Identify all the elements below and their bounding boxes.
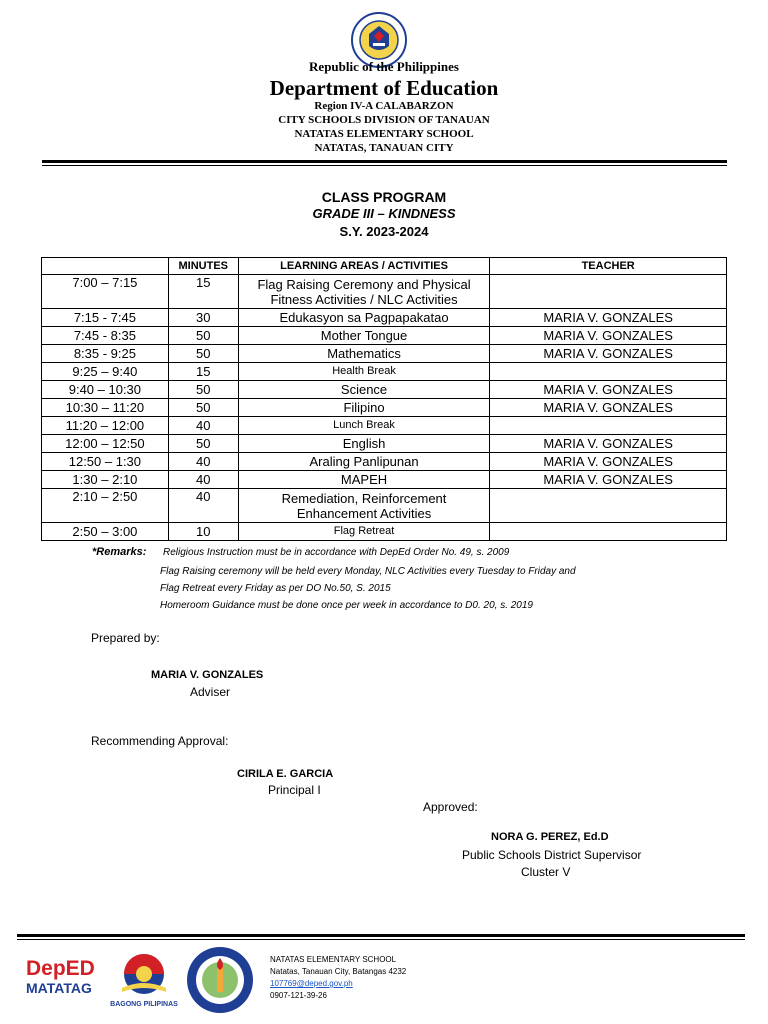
region-line: Region IV-A CALABARZON — [314, 100, 454, 112]
row-minutes: 15 — [168, 363, 238, 381]
row-time: 12:50 – 1:30 — [42, 453, 169, 471]
remarks-line-1: Religious Instruction must be in accordance with DepEd Order No. 49, s. 2009 — [163, 547, 510, 558]
row-activity: Lunch Break — [238, 417, 490, 435]
row-teacher — [490, 489, 727, 523]
footer-school-address: Natatas, Tanauan City, Batangas 4232 — [270, 967, 407, 976]
approved-title: Public Schools District Supervisor — [462, 848, 642, 862]
footer-phone: 0907-121-39-26 — [270, 991, 327, 1000]
table-row — [42, 435, 727, 453]
row-activity: Remediation, Reinforcement Enhancement Activities — [238, 489, 490, 523]
row-time: 2:10 – 2:50 — [42, 489, 169, 523]
row-minutes: 10 — [168, 523, 238, 541]
footer-email-link[interactable]: 107769@deped.gov.ph — [270, 979, 353, 988]
row-teacher: MARIA V. GONZALES — [490, 327, 727, 345]
recommending-name: CIRILA E. GARCIA — [237, 768, 334, 780]
row-time: 7:45 - 8:35 — [42, 327, 169, 345]
row-minutes: 40 — [168, 489, 238, 523]
row-minutes: 30 — [168, 309, 238, 327]
row-time: 7:00 – 7:15 — [42, 275, 169, 309]
table-row — [42, 523, 727, 541]
row-minutes: 50 — [168, 399, 238, 417]
school-line: NATATAS ELEMENTARY SCHOOL — [294, 128, 474, 140]
header-teacher: TEACHER — [490, 258, 727, 275]
row-activity: Health Break — [238, 363, 490, 381]
table-row — [42, 489, 727, 523]
row-time: 9:25 – 9:40 — [42, 363, 169, 381]
school-year: S.Y. 2023-2024 — [339, 224, 429, 239]
footer-school-name: NATATAS ELEMENTARY SCHOOL — [270, 955, 397, 964]
grade-section: GRADE III – KINDNESS — [312, 206, 456, 221]
approved-cluster: Cluster V — [521, 865, 571, 879]
header-activities: LEARNING AREAS / ACTIVITIES — [238, 258, 490, 275]
row-activity: Edukasyon sa Pagpapakatao — [238, 309, 490, 327]
remarks-line-2: Flag Raising ceremony will be held every Monday, NLC Activities every Tuesday to Friday and — [160, 566, 576, 577]
remarks-line-4: Homeroom Guidance must be done once per week in accordance to D0. 20, s. 2019 — [160, 600, 533, 611]
row-teacher — [490, 275, 727, 309]
row-teacher: MARIA V. GONZALES — [490, 309, 727, 327]
prepared-by-title: Adviser — [190, 685, 231, 699]
program-title: CLASS PROGRAM — [321, 189, 447, 205]
row-teacher: MARIA V. GONZALES — [490, 471, 727, 489]
row-teacher: MARIA V. GONZALES — [490, 399, 727, 417]
row-teacher — [490, 417, 727, 435]
row-minutes: 50 — [168, 327, 238, 345]
header-minutes: MINUTES — [168, 258, 238, 275]
matatag-logo-text: MATATAG — [26, 980, 92, 996]
approved-label: Approved: — [423, 800, 478, 814]
row-teacher — [490, 363, 727, 381]
row-minutes: 50 — [168, 345, 238, 363]
row-time: 2:50 – 3:00 — [42, 523, 169, 541]
table-row — [42, 275, 727, 309]
bagong-pilipinas-icon — [106, 950, 182, 996]
row-time: 8:35 - 9:25 — [42, 345, 169, 363]
row-activity: Flag Raising Ceremony and Physical Fitness Activities / NLC Activities — [238, 275, 490, 309]
prepared-by-name: MARIA V. GONZALES — [151, 669, 264, 681]
row-teacher — [490, 523, 727, 541]
row-teacher: MARIA V. GONZALES — [490, 453, 727, 471]
row-activity: Science — [238, 381, 490, 399]
row-time: 9:40 – 10:30 — [42, 381, 169, 399]
row-minutes: 50 — [168, 435, 238, 453]
republic-line: Republic of the Philippines — [309, 59, 459, 74]
row-activity: Mathematics — [238, 345, 490, 363]
division-line: CITY SCHOOLS DIVISION OF TANAUAN — [278, 114, 490, 126]
footer-divider-thin — [17, 939, 745, 940]
bagong-pilipinas-logo — [106, 950, 182, 1008]
prepared-by-label: Prepared by: — [91, 631, 160, 645]
row-time: 10:30 – 11:20 — [42, 399, 169, 417]
school-logo — [186, 946, 254, 1014]
deped-matatag-logo — [26, 958, 102, 1006]
department-title: Department of Education — [269, 76, 499, 100]
row-activity: Araling Panlipunan — [238, 453, 490, 471]
row-teacher: MARIA V. GONZALES — [490, 435, 727, 453]
table-row — [42, 381, 727, 399]
schedule-table — [41, 257, 727, 541]
table-row — [42, 345, 727, 363]
remarks-label: *Remarks: — [92, 546, 147, 558]
row-minutes: 40 — [168, 417, 238, 435]
deped-logo-text: DepED — [26, 957, 95, 980]
row-time: 1:30 – 2:10 — [42, 471, 169, 489]
recommending-label: Recommending Approval: — [91, 734, 229, 748]
row-minutes: 15 — [168, 275, 238, 309]
row-activity: Filipino — [238, 399, 490, 417]
table-row — [42, 309, 727, 327]
row-activity: Flag Retreat — [238, 523, 490, 541]
table-row — [42, 453, 727, 471]
header-divider — [42, 160, 727, 163]
remarks-line-3: Flag Retreat every Friday as per DO No.50, S. 2015 — [160, 583, 391, 594]
bagong-pilipinas-text: BAGONG PILIPINAS — [110, 1001, 178, 1008]
row-minutes: 40 — [168, 453, 238, 471]
row-teacher: MARIA V. GONZALES — [490, 345, 727, 363]
row-minutes: 50 — [168, 381, 238, 399]
row-activity: MAPEH — [238, 471, 490, 489]
table-row — [42, 471, 727, 489]
row-time: 11:20 – 12:00 — [42, 417, 169, 435]
approved-name: NORA G. PEREZ, Ed.D — [491, 831, 609, 843]
header-time — [42, 258, 169, 275]
table-row — [42, 327, 727, 345]
table-row — [42, 417, 727, 435]
table-row — [42, 399, 727, 417]
row-time: 7:15 - 7:45 — [42, 309, 169, 327]
table-header-row — [42, 258, 727, 275]
table-row — [42, 363, 727, 381]
school-seal-icon — [186, 946, 254, 1014]
row-teacher: MARIA V. GONZALES — [490, 381, 727, 399]
address-line: NATATAS, TANAUAN CITY — [314, 142, 454, 154]
row-minutes: 40 — [168, 471, 238, 489]
recommending-title: Principal I — [268, 783, 321, 797]
row-activity: Mother Tongue — [238, 327, 490, 345]
row-time: 12:00 – 12:50 — [42, 435, 169, 453]
footer-divider — [17, 934, 745, 937]
row-activity: English — [238, 435, 490, 453]
header-divider-thin — [42, 165, 727, 166]
